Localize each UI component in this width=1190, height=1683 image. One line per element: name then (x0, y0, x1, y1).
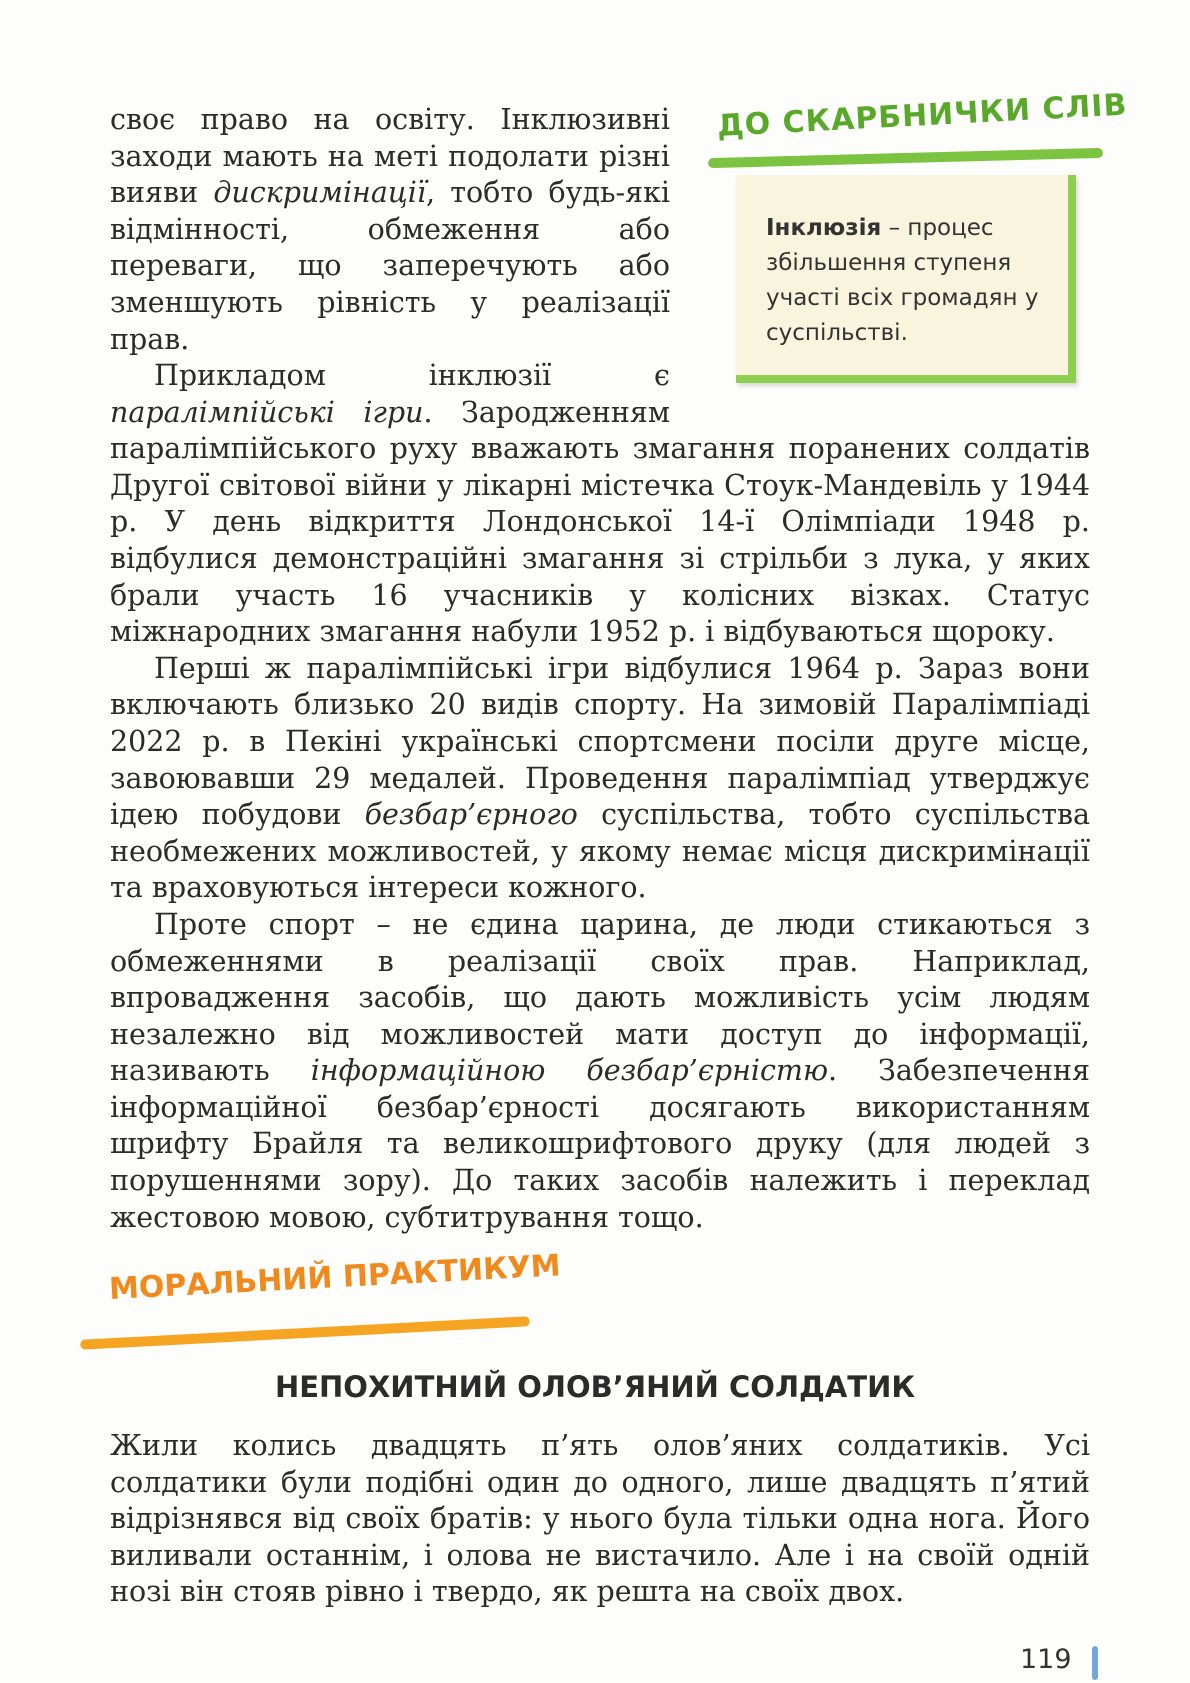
p2-text-1: Прикладом інклюзії є (154, 359, 670, 392)
p4-text-2: . Забезпечення інформаційної безбар’єрності досягають використанням шрифту Брайля та великошрифтового друку (для людей з порушеннями зору). До таких засобів належить і переклад жестовою мовою, субтитрування тощо. (110, 1054, 1090, 1234)
intro-text-2: , тобто будь-які відмінності, обмеження або переваги, що заперечують або зменшують рівність у реалізації прав. (110, 176, 671, 356)
moral-practicum-title: МОРАЛЬНИЙ ПРАКТИКУМ (108, 1248, 562, 1307)
intro-text-1: своє право на освіту. Інклюзивні заходи мають на меті подолати різні вияви (110, 103, 670, 210)
glossary-term: Інклюзія (766, 215, 882, 241)
intro-paragraph (110, 102, 670, 358)
story-text: Жили колись двадцять п’ять олов’яних солдатиків. Усі солдатики були подібні один до одного, лише двадцять п’ятий відрізнявся від своїх братів: у нього була тільки одна нога. Його виливали останнім, і олова не вистачило. Але і на своїй одній нозі він стояв рівно і твердо, як решта на своїх двох. (110, 1429, 1090, 1609)
intro-term-discrimination: дискримінації (213, 176, 426, 210)
glossary-box (680, 87, 1129, 395)
page-number: 119 (1020, 1644, 1072, 1675)
glossary-card (736, 175, 1076, 383)
information-accessibility-paragraph (110, 907, 1090, 1236)
story-title: НЕПОХИТНИЙ ОЛОВ’ЯНИЙ СОЛДАТИК (274, 1370, 916, 1404)
p4-text-1: Проте спорт – не єдина царина, де люди стикаються з обмеженнями в реалізації своїх прав. Наприклад, впровадження засобів, що дають можливість усім людям незалежно від можливостей мати доступ до інформації, називають (110, 907, 1090, 1088)
p3-term-barrier-free: безбар’єрного (364, 798, 578, 832)
moral-title-underline (80, 1316, 530, 1350)
wrap-spacer (670, 358, 1090, 398)
p2-text-2: . Зародженням паралімпійського руху вважають змагання поранених солдатів Другої світової війни у лікарні містечка Стоук-Мандевіль у 1944 р. У день відкриття Лондонської 14-ї Олімпіади 1948 р. відбулися демонстраційні змагання зі стрільби з лука, у яких брали участь 16 учасників у колісних візках. Статус міжнародних змагання набули 1952 р. і відбуваються щороку. (110, 395, 1090, 649)
paralympics-history-paragraph (110, 651, 1090, 907)
paralympics-paragraph (110, 358, 1090, 651)
p3-text-1: Перші ж паралімпійські ігри відбулися 1964 р. Зараз вони включають близько 20 видів спорту. На зимовій Паралімпіаді 2022 р. в Пекіні українські спортсмени посіли друге місце, завоювавши 29 медалей. Проведення паралімпіад утверджує ідею побудови (110, 651, 1090, 832)
glossary-title-underline (708, 148, 1103, 168)
glossary-title: ДО СКАРБНИЧКИ СЛІВ (716, 87, 1129, 144)
glossary-definition: – процес збільшення ступеня участі всіх громадян у суспільстві. (766, 215, 1039, 346)
main-text (110, 358, 1090, 1236)
p4-term-info-accessibility: інформаційною безбар’єрністю (310, 1054, 829, 1088)
page-edge-marker (1092, 1646, 1098, 1680)
story-paragraph (110, 1428, 1090, 1611)
p3-text-2: суспільства, тобто суспільства необмежених можливостей, у якому немає місця дискримінації та враховуються інтереси кожного. (110, 798, 1090, 905)
p2-term-paralympics: паралімпійські ігри (110, 395, 424, 429)
